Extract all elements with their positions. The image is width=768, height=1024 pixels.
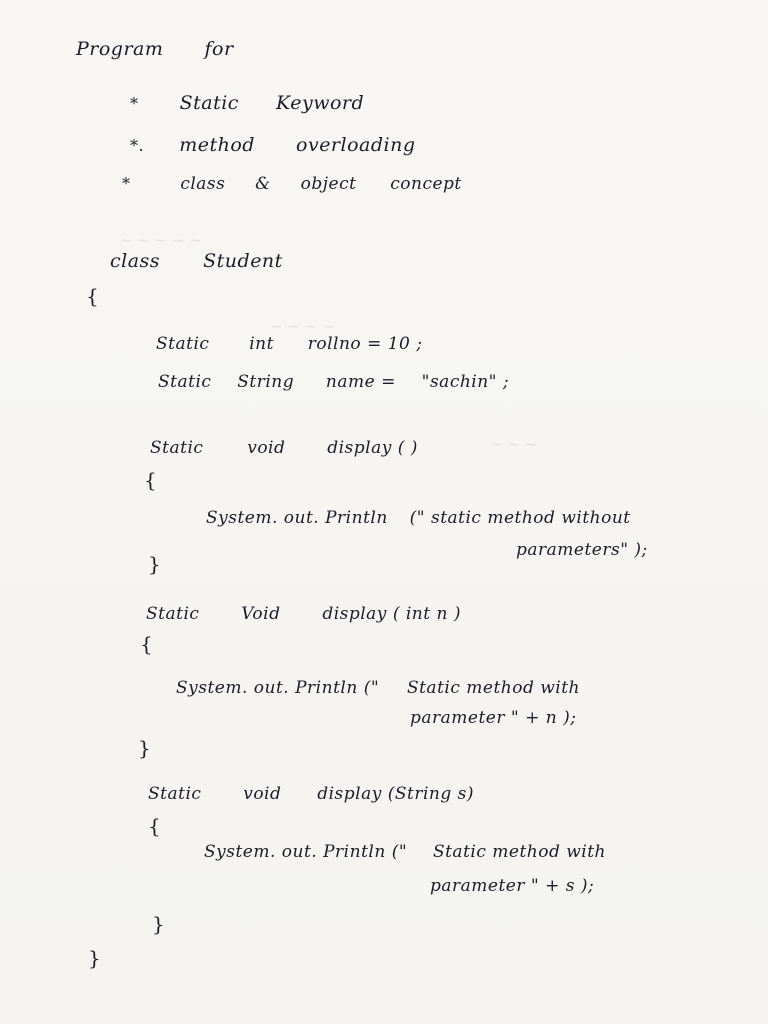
type: int [249,334,274,354]
print-statement [204,842,606,862]
bullet-item [130,92,364,114]
type: String [237,372,295,392]
method-open-brace: { [140,632,153,656]
string-literal: "sachin" [421,372,497,392]
modifier: Static [148,784,202,804]
field-declaration [158,372,509,392]
asterisk-icon: *. [130,136,145,155]
method-name: display ( int n ) [322,604,461,624]
bullet-text: method [179,134,255,156]
asterisk-icon: * [122,174,131,193]
method-close-brace: } [152,912,165,936]
method-signature [146,604,461,624]
print-statement-continued: parameter " + n ); [410,708,577,728]
bullet-item [122,174,462,194]
method-name: display (String s) [317,784,474,804]
class-close-brace: } [88,946,101,970]
bullet-text: & [255,174,271,194]
method-close-brace: } [138,736,151,760]
bullet-item [130,134,416,156]
class-declaration [110,250,283,272]
bullet-text: object [300,174,357,194]
method-close-brace: } [148,552,161,576]
method-signature [148,784,474,804]
heading-line [76,38,234,60]
print-statement-continued: parameters" ); [516,540,648,560]
print-statement-continued: parameter " + s ); [430,876,595,896]
field-assignment: rollno = 10 [307,334,411,354]
asterisk-icon: * [130,94,139,113]
statement-call: System. out. Println (" [176,678,380,698]
return-type: void [247,438,286,458]
statement-call: System. out. Println [206,508,388,528]
print-statement [206,508,631,528]
method-open-brace: { [144,468,157,492]
semicolon: ; [502,372,510,392]
bleed-through-mark: ~ ~ ~ ~ ~ [120,232,202,250]
class-name: Student [203,250,283,272]
class-keyword: class [110,250,161,272]
statement-text: (" static method without [409,508,631,528]
heading-word: for [204,38,234,60]
field-declaration [156,334,423,354]
bullet-text: overloading [296,134,416,156]
modifier: Static [150,438,204,458]
method-name: display ( ) [327,438,418,458]
bleed-through-mark: ~ ~ ~ [490,436,538,454]
field-assignment: name = [325,372,396,392]
semicolon: ; [416,334,423,354]
statement-text: Static method with [406,678,581,698]
heading-word: Program [76,38,164,60]
statement-call: System. out. Println (" [204,842,408,862]
return-type: Void [241,604,281,624]
print-statement [176,678,580,698]
bleed-through-mark: ~ ~ ~ ~ [270,318,335,336]
method-open-brace: { [148,814,161,838]
bullet-text: Static [179,92,239,114]
modifier: Static [158,372,212,392]
class-open-brace: { [86,284,99,308]
return-type: void [243,784,282,804]
method-signature [150,438,418,458]
modifier: Static [146,604,200,624]
bullet-text: Keyword [276,92,365,114]
bullet-text: concept [390,174,462,194]
statement-text: Static method with [432,842,607,862]
modifier: Static [156,334,210,354]
bullet-text: class [180,174,226,194]
